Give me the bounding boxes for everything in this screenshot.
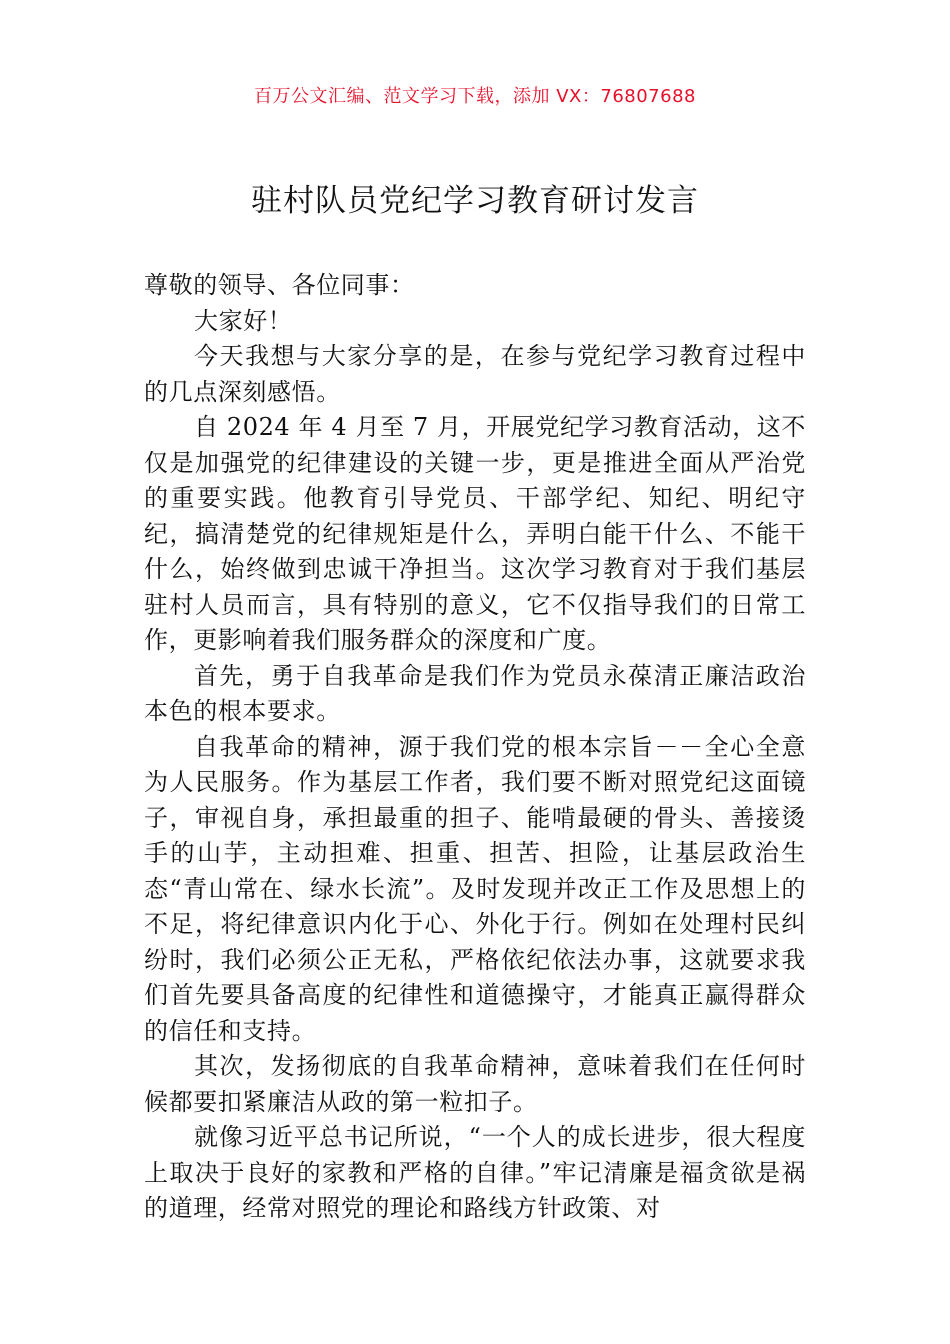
paragraph-intro: 今天我想与大家分享的是，在参与党纪学习教育过程中的几点深刻感悟。 <box>144 342 806 406</box>
salutation: 尊敬的领导、各位同事： <box>144 271 415 299</box>
paragraph-second-point: 其次，发扬彻底的自我革命精神，意味着我们在任何时候都要扣紧廉洁从政的第一粒扣子。 <box>144 1052 806 1116</box>
document-title: 驻村队员党纪学习教育研讨发言 <box>251 183 699 219</box>
paragraph-greeting: 大家好！ <box>194 306 293 335</box>
paragraph-background: 自 2024 年 4 月至 7 月，开展党纪学习教育活动，这不仅是加强党的纪律建设的关键一步，更是推进全面从严治党的重要实践。他教育引导党员、干部学纪、知纪、明纪守纪，搞清楚党的纪律规矩是什么，弄明白能干什么、不能干什么，始终做到忠诚干净担当。这次学习教育对于我们基层驻村人员而言，具有特别的意义，它不仅指导我们的日常工作，更影响着我们服务群众的深度和广度。 <box>144 413 806 654</box>
paragraph-first-point: 首先，勇于自我革命是我们作为党员永葆清正廉洁政治本色的根本要求。 <box>144 661 806 725</box>
paragraph-self-revolution: 自我革命的精神，源于我们党的根本宗旨－－全心全意为人民服务。作为基层工作者，我们要不断对照党纪这面镜子，审视自身，承担最重的担子、能啃最硬的骨头、善接烫手的山芋，主动担难、担重、担苦、担险，让基层政治生态“青山常在、绿水长流”。及时发现并改正工作及思想上的不足，将纪律意识内化于心、外化于行。例如在处理村民纠纷时，我们必须公正无私，严格依纪依法办事，这就要求我们首先要具备高度的纪律性和道德操守，才能真正赢得群众的信任和支持。 <box>144 732 806 1045</box>
document-body <box>144 268 806 1227</box>
paragraph-quote: 就像习近平总书记所说，“一个人的成长进步，很大程度上取决于良好的家教和严格的自律。”牢记清廉是福贪欲是祸的道理，经常对照党的理论和路线方针政策、对 <box>144 1123 806 1222</box>
header-banner: 百万公文汇编、范文学习下载，添加 VX：76807688 <box>254 86 696 107</box>
